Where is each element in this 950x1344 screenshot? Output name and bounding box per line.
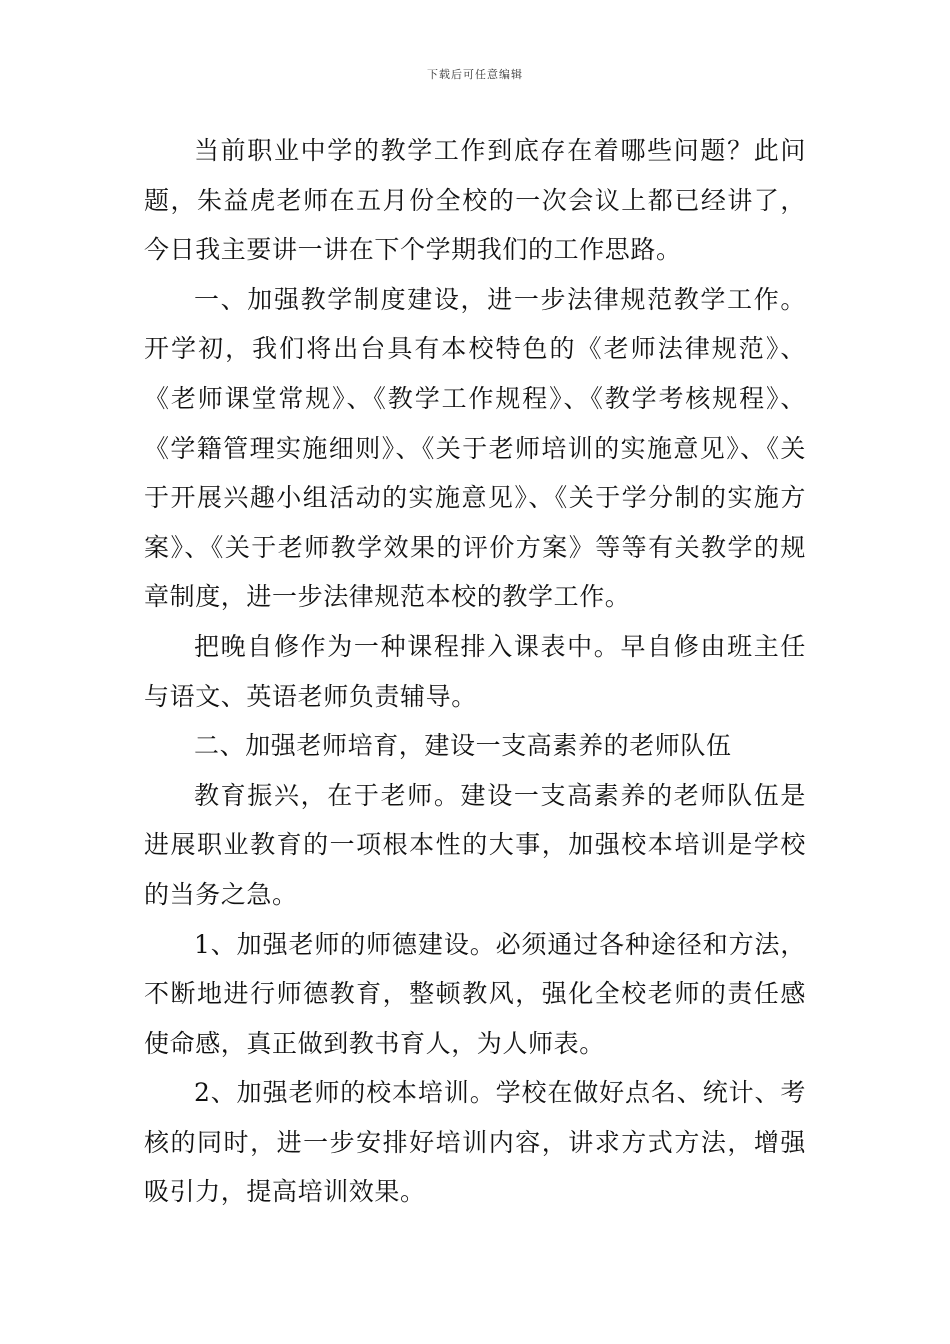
paragraph-item-one: 1、加强老师的师德建设。必须通过各种途径和方法，不断地进行师德教育，整顿教风，强化全校老师的责任感使命感，真正做到教书育人，为人师表。: [144, 929, 806, 1058]
paragraph-section-one: 一、加强教学制度建设，进一步法律规范教学工作。开学初，我们将出台具有本校特色的《老师法律规范》、《老师课堂常规》、《教学工作规程》、《教学考核规程》、《学籍管理实施细则》、《关于老师培训的实施意见》、《关于开展兴趣小组活动的实施意见》、《关于学分制的实施方案》、《关于老师教学效果的评价方案》等等有关教学的规章制度，进一步法律规范本校的教学工作。: [144, 284, 806, 612]
paragraph-section-two-heading: 二、加强老师培育，建设一支高素养的老师队伍: [194, 731, 732, 761]
paragraph-intro: 当前职业中学的教学工作到底存在着哪些问题？此问题，朱益虎老师在五月份全校的一次会议上都已经讲了，今日我主要讲一讲在下个学期我们的工作思路。: [144, 136, 806, 265]
paragraph-evening-study: 把晚自修作为一种课程排入课表中。早自修由班主任与语文、英语老师负责辅导。: [144, 631, 806, 711]
document-body: [144, 126, 806, 1217]
header-note: 下载后可任意编辑: [427, 68, 523, 81]
paragraph-teacher-importance: 教育振兴，在于老师。建设一支高素养的老师队伍是进展职业教育的一项根本性的大事，加强校本培训是学校的当务之急。: [144, 780, 806, 909]
paragraph-item-two: 2、加强老师的校本培训。学校在做好点名、统计、考核的同时，进一步安排好培训内容，讲求方式方法，增强吸引力，提高培训效果。: [144, 1078, 806, 1207]
